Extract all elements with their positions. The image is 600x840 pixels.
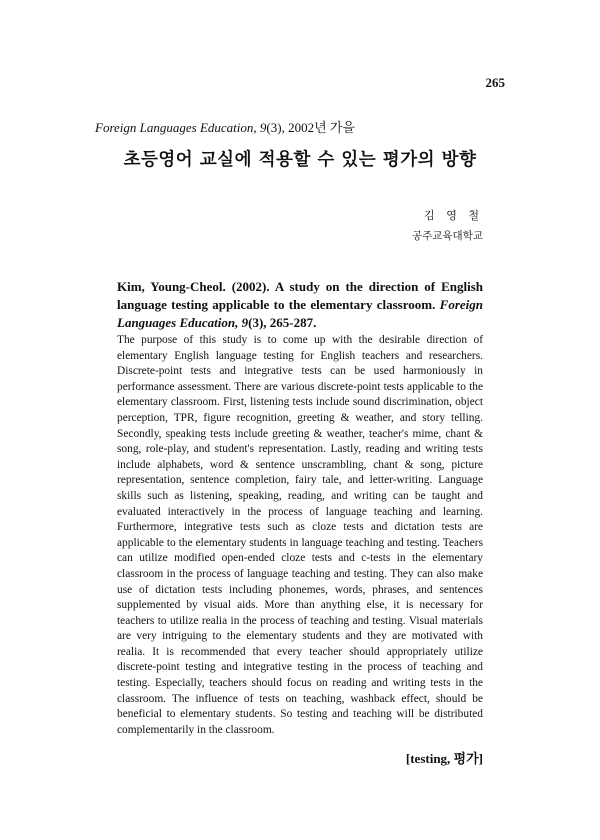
journal-volume: 9 (259, 120, 267, 135)
author-name: 김 영 철 (424, 209, 483, 222)
abstract: The purpose of this study is to come up with the desirable direction of elementary English language testing for English teachers and researchers. Discrete-point tests and integrative tests can be used harmoniously in performance assessment. There are various discrete-point tests applicable to the elementary classroom. First, listening tests include sound discrimination, object perception, TPR, figure recognition, greeting & weather, and story telling. Secondly, speaking tests include greeting & weather, teacher's mime, chant & song, role-play, and student's representation. Lastly, reading and writing tests include alphabets, word & sentence unscrambling, chant & song, picture representation, sentence completion, fairy tale, and letter-writing. Language skills such as listening, speaking, reading, and writing can be taught and evaluated interactively in the process of language teaching and learning. Furthermore, integrative tests such as cloze tests and dictation tests are applicable to the elementary students in language teaching and testing. Teachers can utilize modified open-ended cloze tests and c-tests in the elementary classroom in the process of language teaching and testing. They can also make use of dictation tests including phonemes, words, phrases, and sentences supplemented by visual aids. More than anything else, it is necessary for teachers to utilize realia in the process of teaching and testing. Visual materials are very intriguing to the elementary students and they are motivated with realia. It is recommended that every teacher should appropriately utilize discrete-point testing and integrative testing in the process of teaching and testing. Especially, teachers should focus on reading and writing tests in the classroom. The influence of tests on teaching, washback effect, should be beneficial to elementary students. So testing and teaching will be distributed complementarily in the classroom. (117, 334, 483, 736)
citation-journal: Foreign Languages Education, (117, 297, 483, 330)
citation (117, 278, 483, 332)
citation-text: Kim, Young-Cheol. (2002). A study on the direction of English language testing applicable to the elementary classroom. (117, 279, 483, 312)
journal-issue: (3), 2002년 가을 (266, 120, 355, 135)
journal-name: Foreign Languages Education, (95, 120, 257, 135)
journal-header (95, 117, 355, 136)
page-number: 265 (485, 75, 505, 90)
citation-pages: (3), 265-287. (248, 315, 317, 330)
keywords: [testing, 평가] (405, 751, 483, 766)
citation-volume: 9 (241, 315, 249, 330)
author-affiliation: 공주교육대학교 (411, 230, 483, 242)
paper-title: 초등영어 교실에 적용할 수 있는 평가의 방향 (123, 150, 477, 170)
